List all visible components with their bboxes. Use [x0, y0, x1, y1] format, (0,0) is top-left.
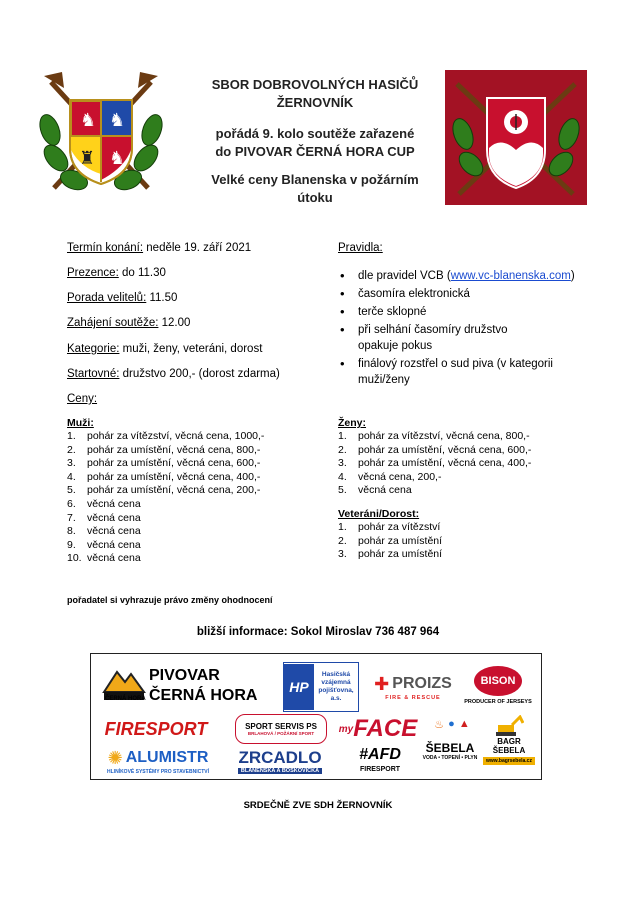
startovne-label: Startovné: — [67, 368, 120, 380]
prize-number: 3. — [338, 457, 347, 470]
prize-text: věcná cena — [87, 552, 141, 565]
flame-icon: ♨ — [434, 718, 445, 731]
veterani-heading: Veteráni/Dorost: — [338, 508, 420, 520]
prize-number: 8. — [67, 525, 76, 538]
prize-text: pohár za vítězství, věcná cena, 800,- — [358, 430, 530, 442]
prize-text: pohár za umístění — [358, 534, 443, 547]
prize-row — [338, 521, 440, 535]
zahajeni-value: 12.00 — [158, 317, 191, 329]
prize-text: věcná cena — [87, 538, 141, 551]
prize-text: pohár za umístění, věcná cena, 600,- — [87, 457, 261, 470]
cerna-hora-badge-text: ČERNÁ HORA — [105, 696, 146, 702]
rule-item: • finálový rozstřel o sud piva (v kategorii muži/ženy — [338, 356, 608, 388]
prize-number: 5. — [338, 484, 347, 497]
prezence-label: Prezence: — [67, 267, 119, 279]
prize-number: 7. — [67, 511, 76, 524]
prize-row — [338, 535, 442, 549]
prize-row — [67, 444, 260, 458]
termin-line — [67, 242, 251, 254]
prezence-value: do 11.30 — [118, 267, 166, 279]
cross-icon: ✚ — [374, 673, 390, 694]
prize-text: pohár za vítězství, věcná cena, 1000,- — [87, 430, 265, 442]
shield-icon — [487, 98, 545, 188]
startovne-value: družstvo 200,- (dorost zdarma) — [119, 368, 280, 380]
prize-row — [67, 484, 260, 498]
sun-icon: ✺ — [107, 747, 123, 768]
svg-text:♜: ♜ — [79, 148, 96, 169]
svg-text:♞: ♞ — [80, 110, 97, 131]
prize-text: věcná cena — [87, 525, 141, 538]
prize-row — [67, 471, 260, 485]
closing-text: SRDEČNĚ ZVE SDH ŽERNOVNÍK — [243, 800, 393, 811]
kategorie-line — [67, 343, 262, 355]
prize-row — [67, 525, 141, 539]
rule-item: • terče sklopné — [338, 304, 608, 320]
prize-row — [338, 457, 531, 471]
bison-logo: BISON PRODUCER OF JERSEYS — [463, 660, 533, 710]
excavator-icon — [494, 715, 524, 737]
prize-row — [67, 512, 141, 526]
svg-text:♞: ♞ — [109, 110, 126, 131]
afd-firesport-logo: #AFD FIRESPORT — [359, 746, 401, 773]
porada-label: Porada velitelů: — [67, 292, 147, 304]
fire-icon: ▲ — [458, 718, 470, 730]
event-title — [185, 171, 445, 207]
prize-text: věcná cena — [87, 511, 141, 524]
bagr-sebela-logo: BAGR ŠEBELA www.bagrsebela.cz — [481, 712, 537, 768]
proizs-logo: ✚ PROIZS FIRE & RESCUE — [374, 673, 452, 701]
kategorie-value: muži, ženy, veteráni, dorost — [119, 343, 263, 355]
prize-number: 6. — [67, 498, 76, 510]
sport-servis-logo: SPORT SERVIS PS BRLAHOVÁ / POŽÁRNÍ SPORT — [235, 714, 327, 744]
rule-item: • dle pravidel VCB (www.vc-blanenska.com) — [338, 268, 608, 284]
prize-number: 10. — [67, 552, 82, 565]
startovne-line — [67, 368, 280, 380]
prize-number: 1. — [67, 430, 76, 442]
prize-row — [338, 484, 412, 498]
zeny-heading: Ženy: — [338, 417, 367, 429]
prize-number: 9. — [67, 538, 76, 551]
prize-number: 5. — [67, 484, 76, 497]
rules-heading: Pravidla: — [338, 242, 383, 254]
organizer-line-2: ŽERNOVNÍK — [276, 95, 354, 110]
event-line-1: pořádá 9. kolo soutěže zařazené — [215, 126, 415, 141]
sebela-logo: ŠEBELA VODA • TOPENÍ • PLYN — [422, 741, 478, 761]
event-line-2: do PIVOVAR ČERNÁ HORA CUP — [215, 144, 415, 159]
muzi-heading: Muži: — [67, 417, 94, 429]
prize-number: 2. — [338, 443, 347, 456]
contact-info: bližší informace: Sokol Miroslav 736 487 964 — [196, 626, 440, 638]
prize-number: 3. — [338, 548, 347, 561]
termin-label: Termín konání: — [67, 242, 144, 254]
ceny-heading: Ceny: — [67, 393, 98, 405]
zrcadlo-logo: ZRCADLO BLANENSKA A BOSKOVICKA — [238, 748, 322, 774]
title-line-2: útoku — [297, 190, 333, 205]
vcb-website-link[interactable]: www.vc-blanenska.com — [450, 270, 571, 282]
zahajeni-line — [67, 317, 190, 329]
prize-number: 2. — [67, 443, 76, 456]
prize-text: pohár za umístění, věcná cena, 400,- — [358, 457, 532, 470]
prize-row — [338, 444, 531, 458]
prize-text: pohár za umístění, věcná cena, 400,- — [87, 470, 261, 483]
zahajeni-label: Zahájení soutěže: — [67, 317, 159, 329]
kategorie-label: Kategorie: — [67, 343, 120, 355]
prezence-line — [67, 267, 166, 279]
prize-text: věcná cena, 200,- — [358, 470, 442, 483]
firesport-logo: FIRESPORT — [104, 718, 208, 739]
prize-text: věcná cena — [358, 484, 412, 497]
svg-text:♞: ♞ — [109, 148, 126, 169]
prize-text: věcná cena — [87, 498, 141, 510]
drop-icon: ● — [448, 718, 455, 730]
prize-row — [67, 498, 141, 512]
prize-number: 3. — [67, 457, 76, 470]
sebela-icons — [427, 714, 477, 734]
prize-row — [67, 552, 141, 566]
prize-number: 4. — [338, 470, 347, 483]
prize-row — [67, 457, 260, 471]
prize-number: 4. — [67, 470, 76, 483]
rule-item: • při selhání časomíry družstvo opakuje pokus — [338, 322, 608, 354]
prize-text: pohár za vítězství — [358, 521, 441, 533]
prize-text: pohár za umístění, věcná cena, 600,- — [358, 443, 532, 456]
hasicska-pojistovna-logo: HP Hasičská vzájemná pojišťovna, a.s. — [283, 662, 359, 712]
prize-row — [67, 539, 141, 553]
zernovnik-coat-of-arms — [445, 70, 587, 205]
myface-logo: my FACE — [338, 715, 418, 742]
organizer-line-1: SBOR DOBROVOLNÝCH HASIČŮ — [211, 77, 419, 92]
disclaimer-text: pořadatel si vyhrazuje právo změny ohodnocení — [67, 595, 273, 605]
title-line-1: Velké ceny Blanenska v požárním — [211, 172, 419, 187]
prize-number: 2. — [338, 534, 347, 547]
event-description — [185, 125, 445, 161]
organizer-name — [185, 76, 445, 112]
prize-text: pohár za umístění, věcná cena, 800,- — [87, 443, 261, 456]
prize-text: pohár za umístění, věcná cena, 200,- — [87, 484, 261, 497]
prize-row — [338, 430, 530, 444]
porada-value: 11.50 — [146, 292, 178, 304]
prize-row — [67, 430, 264, 444]
prize-number: 1. — [338, 521, 347, 533]
porada-line — [67, 292, 177, 304]
alumistr-logo: ✺ ALUMISTR HLINÍKOVÉ SYSTÉMY PRO STAVEBNICTVÍ — [107, 747, 209, 775]
czech-coat-of-arms-emblem — [36, 70, 166, 200]
prize-number: 1. — [338, 430, 347, 442]
prize-text: pohár za umístění — [358, 548, 443, 561]
sponsor-logos-panel — [90, 653, 542, 780]
rules-list — [338, 268, 608, 390]
rule-item: • časomíra elektronická — [338, 286, 608, 302]
prize-row — [338, 548, 442, 562]
prize-row — [338, 471, 441, 485]
termin-value: neděle 19. září 2021 — [143, 242, 252, 254]
pivovar-cerna-hora-logo: PIVOVAR ČERNÁ HORA — [149, 667, 258, 704]
